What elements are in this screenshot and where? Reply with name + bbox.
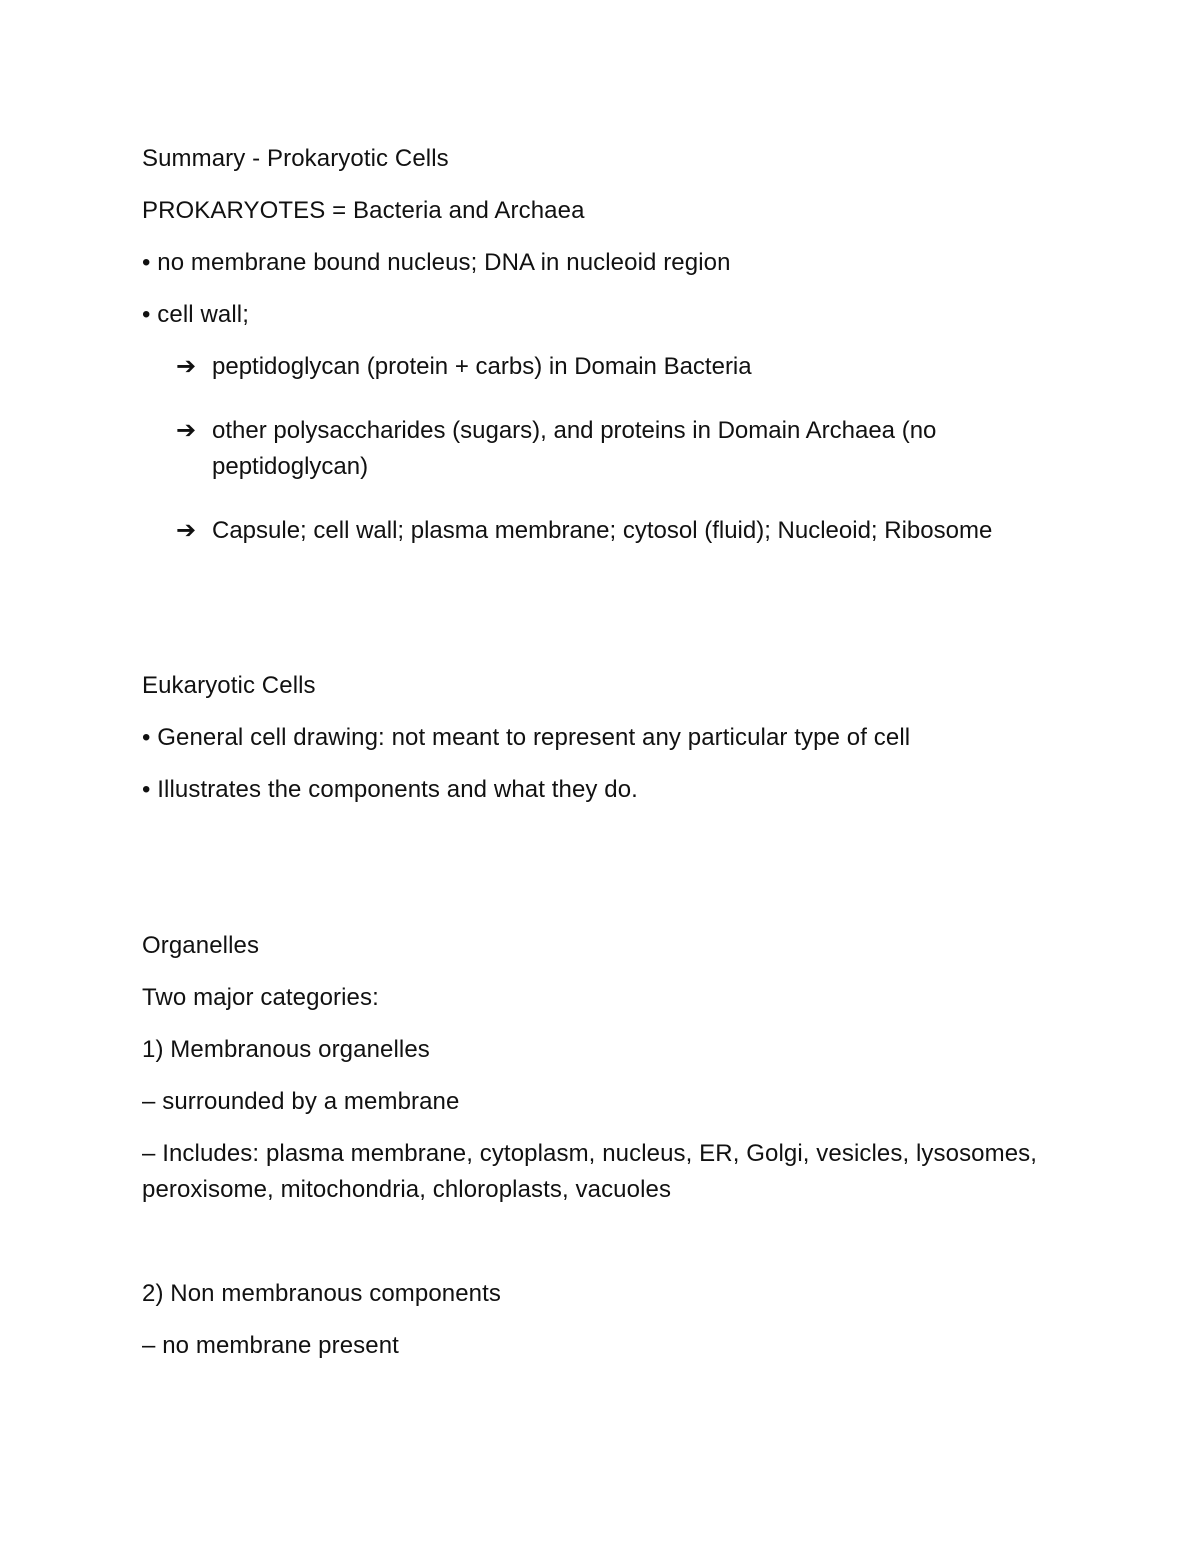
non-membranous-title: 2) Non membranous components: [142, 1280, 501, 1307]
arrow-item-text: other polysaccharides (sugars), and proteins in Domain Archaea (no peptidoglycan): [212, 417, 937, 480]
bullet-general-drawing: • General cell drawing: not meant to represent any particular type of cell: [142, 724, 911, 751]
bullet-illustrates: • Illustrates the components and what they do.: [142, 776, 638, 803]
bullet-nucleus: • no membrane bound nucleus; DNA in nucleoid region: [142, 249, 731, 276]
prokaryotes-heading: Summary - Prokaryotic Cells: [142, 145, 449, 172]
arrow-item-text: peptidoglycan (protein + carbs) in Domain Bacteria: [212, 353, 752, 380]
membranous-includes: – Includes: plasma membrane, cytoplasm, nucleus, ER, Golgi, vesicles, lysosomes, peroxisome, mitochondria, chloroplasts, vacuoles: [142, 1140, 1038, 1203]
categories-intro: Two major categories:: [142, 984, 379, 1011]
arrow-right-icon: ➔: [176, 353, 197, 380]
membranous-note: – surrounded by a membrane: [142, 1088, 460, 1115]
arrow-item-text: Capsule; cell wall; plasma membrane; cytosol (fluid); Nucleoid; Ribosome: [212, 517, 993, 544]
organelles-heading: Organelles: [142, 932, 260, 959]
arrow-item-components: [176, 513, 1042, 549]
non-membranous-note: – no membrane present: [142, 1332, 399, 1359]
arrow-item-archaea: [176, 413, 1042, 485]
arrow-item-peptidoglycan: [176, 349, 1042, 385]
arrow-right-icon: ➔: [176, 417, 197, 444]
arrow-right-icon: ➔: [176, 517, 197, 544]
eukaryotes-heading: Eukaryotic Cells: [142, 672, 316, 699]
membranous-title: 1) Membranous organelles: [142, 1036, 430, 1063]
prokaryotes-definition: PROKARYOTES = Bacteria and Archaea: [142, 197, 585, 224]
bullet-cell-wall: • cell wall;: [142, 301, 249, 328]
